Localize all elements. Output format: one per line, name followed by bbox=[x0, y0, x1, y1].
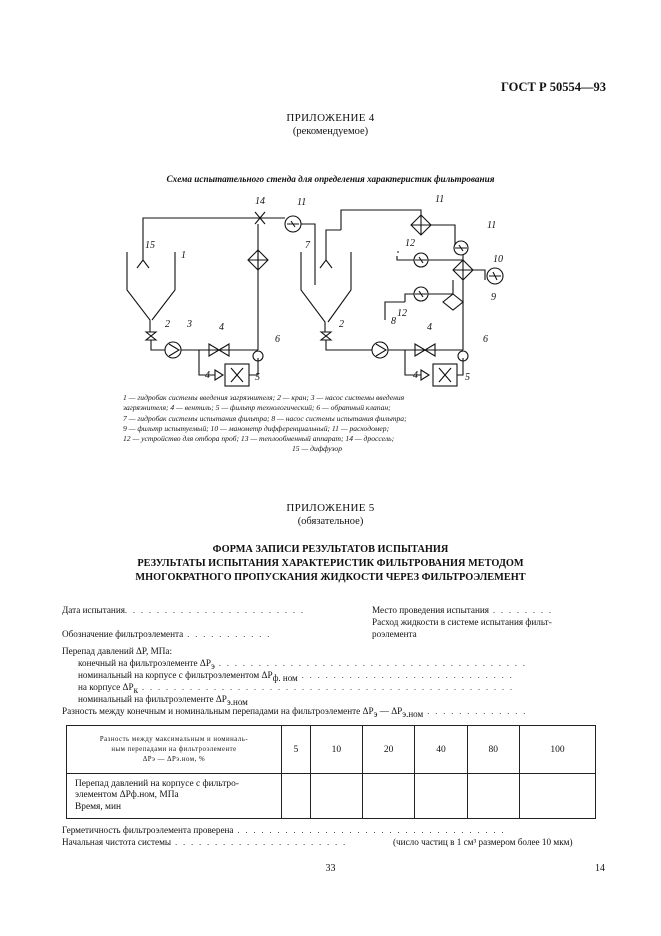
table-header-row bbox=[67, 726, 596, 774]
svg-text:15: 15 bbox=[145, 240, 155, 251]
valve-2-left bbox=[146, 332, 156, 340]
valve-2-right bbox=[321, 332, 331, 340]
document-code: ГОСТ Р 50554—93 bbox=[500, 80, 606, 94]
nominal-housing-label: номинальный на корпусе с фильтроэлементом ΔP bbox=[78, 670, 273, 680]
diffuser-15 bbox=[137, 260, 149, 268]
svg-text:4: 4 bbox=[427, 322, 432, 333]
difference-row: Разность между конечным и номинальным перепадами на фильтроэлементе $\Delta P_э$ — $\Delta P_{э.ном}$ . . . . . . . . . . . . . bbox=[62, 706, 528, 719]
difference-label: Разность между конечным и номинальным перепадами на фильтроэлементе ΔP bbox=[62, 706, 374, 716]
nominal-element-label: номинальный на фильтроэлементе ΔP bbox=[78, 694, 227, 704]
label: 1 bbox=[181, 250, 186, 261]
final-element-label: конечный на фильтроэлементе ΔP bbox=[78, 658, 211, 668]
test-filter-9 bbox=[453, 260, 473, 280]
legend-line: 9 — фильтр испытуемый; 10 — манометр дифференциальный; 11 — расходомер; bbox=[123, 423, 390, 433]
scheme-legend bbox=[123, 393, 511, 455]
throttle-14 bbox=[251, 212, 270, 224]
final-element-sub: э bbox=[210, 660, 215, 671]
legend-line: загрязнителя; 4 — вентиль; 5 — фильтр технологический; 6 — обратный клапан; bbox=[123, 403, 391, 413]
valve-4b bbox=[215, 370, 223, 380]
tightness-label: Герметичность фильтроэлемента проверена bbox=[62, 825, 234, 835]
initial-purity-label: Начальная чистота системы bbox=[62, 837, 172, 847]
designation-row: Обозначение фильтроэлемента . . . . . . . . . . . bbox=[62, 629, 272, 639]
svg-text:5: 5 bbox=[465, 372, 470, 383]
housing-sub: к bbox=[133, 684, 138, 695]
page-number: 33 bbox=[325, 863, 336, 874]
initial-purity-note: (число частиц в 1 см³ размером более 10 мкм) bbox=[393, 837, 573, 847]
svg-text:2: 2 bbox=[165, 319, 170, 330]
form-title-line: РЕЗУЛЬТАТЫ ИСПЫТАНИЯ ХАРАКТЕРИСТИК ФИЛЬТРОВАНИЯ МЕТОДОМ bbox=[137, 558, 524, 569]
svg-text:11: 11 bbox=[435, 194, 445, 205]
flow-rate-label-1: Расход жидкости в системе испытания фильт- bbox=[372, 617, 552, 627]
table-column: 80 bbox=[467, 726, 519, 774]
nominal-housing-row: номинальный на корпусе с фильтроэлементом $\Delta P_{ф. ном}$ . . . . . . . . . . . . . . . . . . . . . . . . . . . bbox=[78, 670, 514, 683]
table-cell bbox=[362, 774, 414, 819]
svg-text:14: 14 bbox=[255, 196, 265, 207]
svg-text:9: 9 bbox=[491, 292, 496, 303]
legend-line: 15 — диффузор bbox=[291, 444, 343, 454]
svg-text:6: 6 bbox=[483, 334, 488, 345]
table-row bbox=[67, 774, 596, 819]
legend-line: 7 — гидробак системы испытания фильтра; 8 — насос системы испытания фильтра; bbox=[123, 413, 407, 423]
legend-line: 1 — гидробак системы введения загрязнителя; 2 — кран; 3 — насос системы введения bbox=[123, 393, 405, 402]
results-table bbox=[66, 725, 596, 819]
legend-line: 12 — устройство для отбора проб; 13 — теплообменный аппарат; 14 — дроссель; bbox=[123, 434, 395, 444]
appendix5-title: ПРИЛОЖЕНИЕ 5 bbox=[286, 502, 375, 514]
table-column: 10 bbox=[310, 726, 362, 774]
heat-exchanger bbox=[411, 215, 431, 235]
pressure-drop-heading: Перепад давлений ΔP, МПа: bbox=[62, 646, 173, 656]
svg-text:5: 5 bbox=[255, 372, 260, 383]
test-stand-scheme bbox=[115, 190, 525, 390]
svg-text:6: 6 bbox=[275, 334, 280, 345]
test-place-label: Место проведения испытания bbox=[372, 605, 490, 615]
table-cell bbox=[467, 774, 519, 819]
table-header-label: Разность между максимальным и номиналь- ным перепадами на фильтроэлементе ΔPэ — ΔPэ.ном, % bbox=[67, 726, 282, 774]
difference-tail: — ΔP bbox=[377, 706, 403, 716]
appendix4-subtitle: (рекомендуемое) bbox=[292, 126, 369, 137]
nominal-housing-sub: ф. ном bbox=[272, 672, 298, 683]
svg-text:4: 4 bbox=[205, 370, 210, 381]
test-date-row: Дата испытания. . . . . . . . . . . . . . . . . . . . . . . bbox=[62, 605, 305, 615]
housing-row: на корпусе $\Delta P_к$ . . . . . . . . . . . . . . . . . . . . . . . . . . . . . . . . . . . . . . . . . . . . . . . bbox=[78, 682, 514, 695]
table-row-label: Перепад давлений на корпусе с фильтро- элементом ΔPф.ном, МПа Время, мин bbox=[67, 774, 282, 819]
table-column: 5 bbox=[282, 726, 311, 774]
svg-text:8: 8 bbox=[391, 316, 396, 327]
table-column: 100 bbox=[519, 726, 595, 774]
final-element-row: конечный на фильтроэлементе $\Delta P_э$ . . . . . . . . . . . . . . . . . . . . . . . . . . . . . . . . . . . . . . . bbox=[78, 658, 527, 671]
svg-text:7: 7 bbox=[305, 240, 310, 251]
sheet-number: 14 bbox=[595, 863, 605, 874]
svg-text:10: 10 bbox=[493, 254, 503, 265]
designation-label: Обозначение фильтроэлемента bbox=[62, 629, 184, 639]
table-cell bbox=[282, 774, 311, 819]
form-title-line: ФОРМА ЗАПИСИ РЕЗУЛЬТАТОВ ИСПЫТАНИЯ bbox=[212, 544, 449, 555]
svg-text:12: 12 bbox=[405, 238, 415, 249]
form-title bbox=[0, 543, 661, 585]
tightness-row: Герметичность фильтроэлемента проверена . . . . . . . . . . . . . . . . . . . . . . . . . . . . . . . . . . bbox=[62, 825, 506, 835]
table-cell bbox=[310, 774, 362, 819]
svg-text:2: 2 bbox=[339, 319, 344, 330]
scheme-title: Схема испытательного стенда для определения характеристик фильтрования bbox=[166, 174, 495, 184]
test-date-label: Дата испытания bbox=[62, 605, 125, 615]
svg-text:4: 4 bbox=[413, 370, 418, 381]
valve-4d bbox=[421, 370, 429, 380]
form-title-line: МНОГОКРАТНОГО ПРОПУСКАНИЯ ЖИДКОСТИ ЧЕРЕЗ ФИЛЬТРОЭЛЕМЕНТ bbox=[135, 572, 526, 583]
initial-purity-row: Начальная чистота системы . . . . . . . . . . . . . . . . . . . . . . bbox=[62, 837, 348, 847]
svg-text:4: 4 bbox=[219, 322, 224, 333]
table-column: 20 bbox=[362, 726, 414, 774]
svg-text:3: 3 bbox=[187, 319, 192, 330]
table-column: 40 bbox=[415, 726, 467, 774]
nominal-element-sub: э.ном bbox=[226, 696, 248, 707]
table-cell bbox=[415, 774, 467, 819]
table-cell bbox=[519, 774, 595, 819]
svg-text:11: 11 bbox=[297, 197, 307, 208]
test-place-row: Место проведения испытания . . . . . . . . bbox=[372, 605, 554, 615]
housing-label: на корпусе ΔP bbox=[78, 682, 134, 692]
flow-rate-label-2: роэлемента bbox=[372, 629, 417, 639]
svg-text:11: 11 bbox=[487, 220, 497, 231]
svg-text:12: 12 bbox=[397, 308, 407, 319]
appendix4-title: ПРИЛОЖЕНИЕ 4 bbox=[286, 112, 375, 124]
appendix5-subtitle: (обязательное) bbox=[297, 516, 364, 527]
